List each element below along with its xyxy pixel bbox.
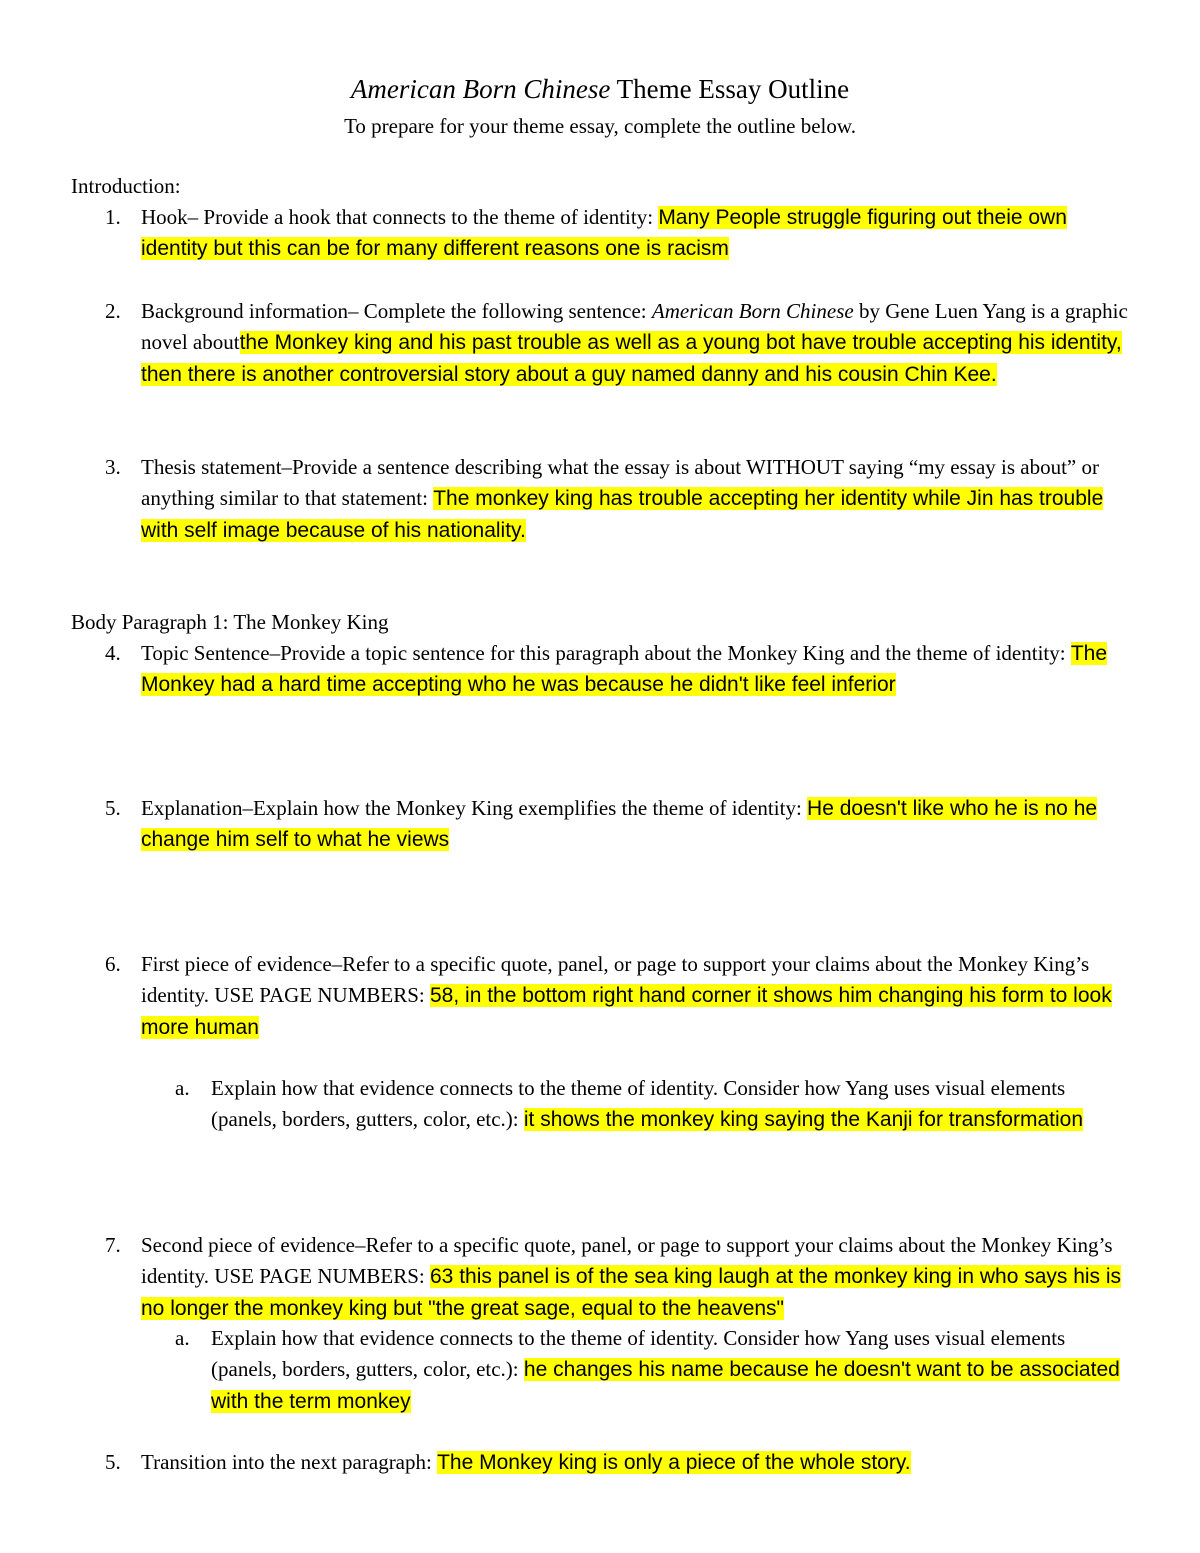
item-number: 5.: [105, 796, 121, 820]
item-number: 7.: [105, 1233, 121, 1257]
item-prompt: Hook– Provide a hook that connects to the theme of identity:: [141, 205, 659, 229]
outline-item-hook: [105, 202, 1135, 265]
item-answer[interactable]: 63 this panel is of the sea king laugh at the monkey king in who says his is no longer the monkey king but "the great sage, equal to the heavens": [141, 1265, 1122, 1320]
item-answer[interactable]: He doesn't like who he is no he change him self to what he views: [141, 797, 1098, 852]
item-number: 3.: [105, 455, 121, 479]
title-text: Theme Essay Outline: [610, 74, 850, 104]
item-answer[interactable]: 58, in the bottom right hand corner it shows him changing his form to look more human: [141, 984, 1112, 1039]
body1-heading: Body Paragraph 1: The Monkey King: [71, 610, 389, 634]
item-number: 1.: [105, 205, 121, 229]
item-answer[interactable]: Many People struggle figuring out theie own identity but this can be for many different reasons one is racism: [141, 206, 1067, 261]
item-number: 5.: [105, 1450, 121, 1474]
item-prompt: Background information– Complete the following sentence:: [141, 299, 652, 323]
intro-heading: Introduction:: [71, 174, 181, 198]
item-answer[interactable]: The Monkey king is only a piece of the whole story.: [437, 1451, 911, 1474]
item-prompt-continued: by Gene Luen Yang is a graphic novel about: [141, 299, 1128, 355]
item-prompt: Thesis statement–Provide a sentence describing what the essay is about WITHOUT saying “my essay is about” or anything similar to that statement:: [141, 455, 1099, 511]
document-subtitle: To prepare for your theme essay, complete the outline below.: [344, 114, 856, 138]
subitem-answer[interactable]: he changes his name because he doesn't want to be associated with the term monkey: [211, 1358, 1120, 1413]
item-prompt: Transition into the next paragraph:: [141, 1450, 438, 1474]
subitem-prompt: Explain how that evidence connects to the theme of identity. Consider how Yang uses visual elements (panels, borders, gutters, color, etc.):: [211, 1326, 1066, 1382]
outline-item-thesis: [105, 452, 1135, 546]
item-answer[interactable]: the Monkey king and his past trouble as well as a young bot have trouble accepting his identity, then there is another controversial story about a guy named danny and his cousin Chin Kee.: [141, 331, 1122, 386]
outline-subitem-first-evidence-explain: [175, 1073, 1135, 1136]
item-answer[interactable]: The monkey king has trouble accepting her identity while Jin has trouble with self image because of his nationality.: [141, 487, 1104, 542]
outline-item-explanation: [105, 793, 1135, 856]
item-number: 4.: [105, 641, 121, 665]
subitem-letter: a.: [175, 1326, 190, 1350]
item-number: 6.: [105, 952, 121, 976]
item-prompt: Topic Sentence–Provide a topic sentence for this paragraph about the Monkey King and the theme of identity:: [141, 641, 1071, 665]
outline-subitem-second-evidence-explain: [175, 1323, 1135, 1417]
item-answer[interactable]: The Monkey had a hard time accepting who he was because he didn't like feel inferior: [141, 642, 1108, 697]
subitem-prompt: Explain how that evidence connects to the theme of identity. Consider how Yang uses visual elements (panels, borders, gutters, color, etc.):: [211, 1076, 1066, 1132]
outline-item-background: [105, 296, 1135, 390]
item-prompt-book-name: American Born Chinese: [651, 299, 854, 323]
item-prompt: First piece of evidence–Refer to a specific quote, panel, or page to support your claims about the Monkey King’s identity. USE PAGE NUMBERS:: [141, 952, 1090, 1008]
outline-item-second-evidence: [105, 1230, 1135, 1324]
outline-item-first-evidence: [105, 949, 1135, 1043]
item-prompt: Second piece of evidence–Refer to a specific quote, panel, or page to support your claims about the Monkey King’s identity. USE PAGE NUMBERS:: [141, 1233, 1113, 1289]
item-prompt: Explanation–Explain how the Monkey King exemplifies the theme of identity:: [141, 796, 808, 820]
outline-item-topic-sentence: [105, 638, 1135, 701]
item-number: 2.: [105, 299, 121, 323]
subitem-answer[interactable]: it shows the monkey king saying the Kanji for transformation: [523, 1108, 1083, 1132]
title-book-name: American Born Chinese: [350, 74, 611, 104]
outline-item-transition: [105, 1447, 1135, 1478]
subitem-letter: a.: [175, 1076, 190, 1100]
document-title: [0, 72, 1200, 106]
